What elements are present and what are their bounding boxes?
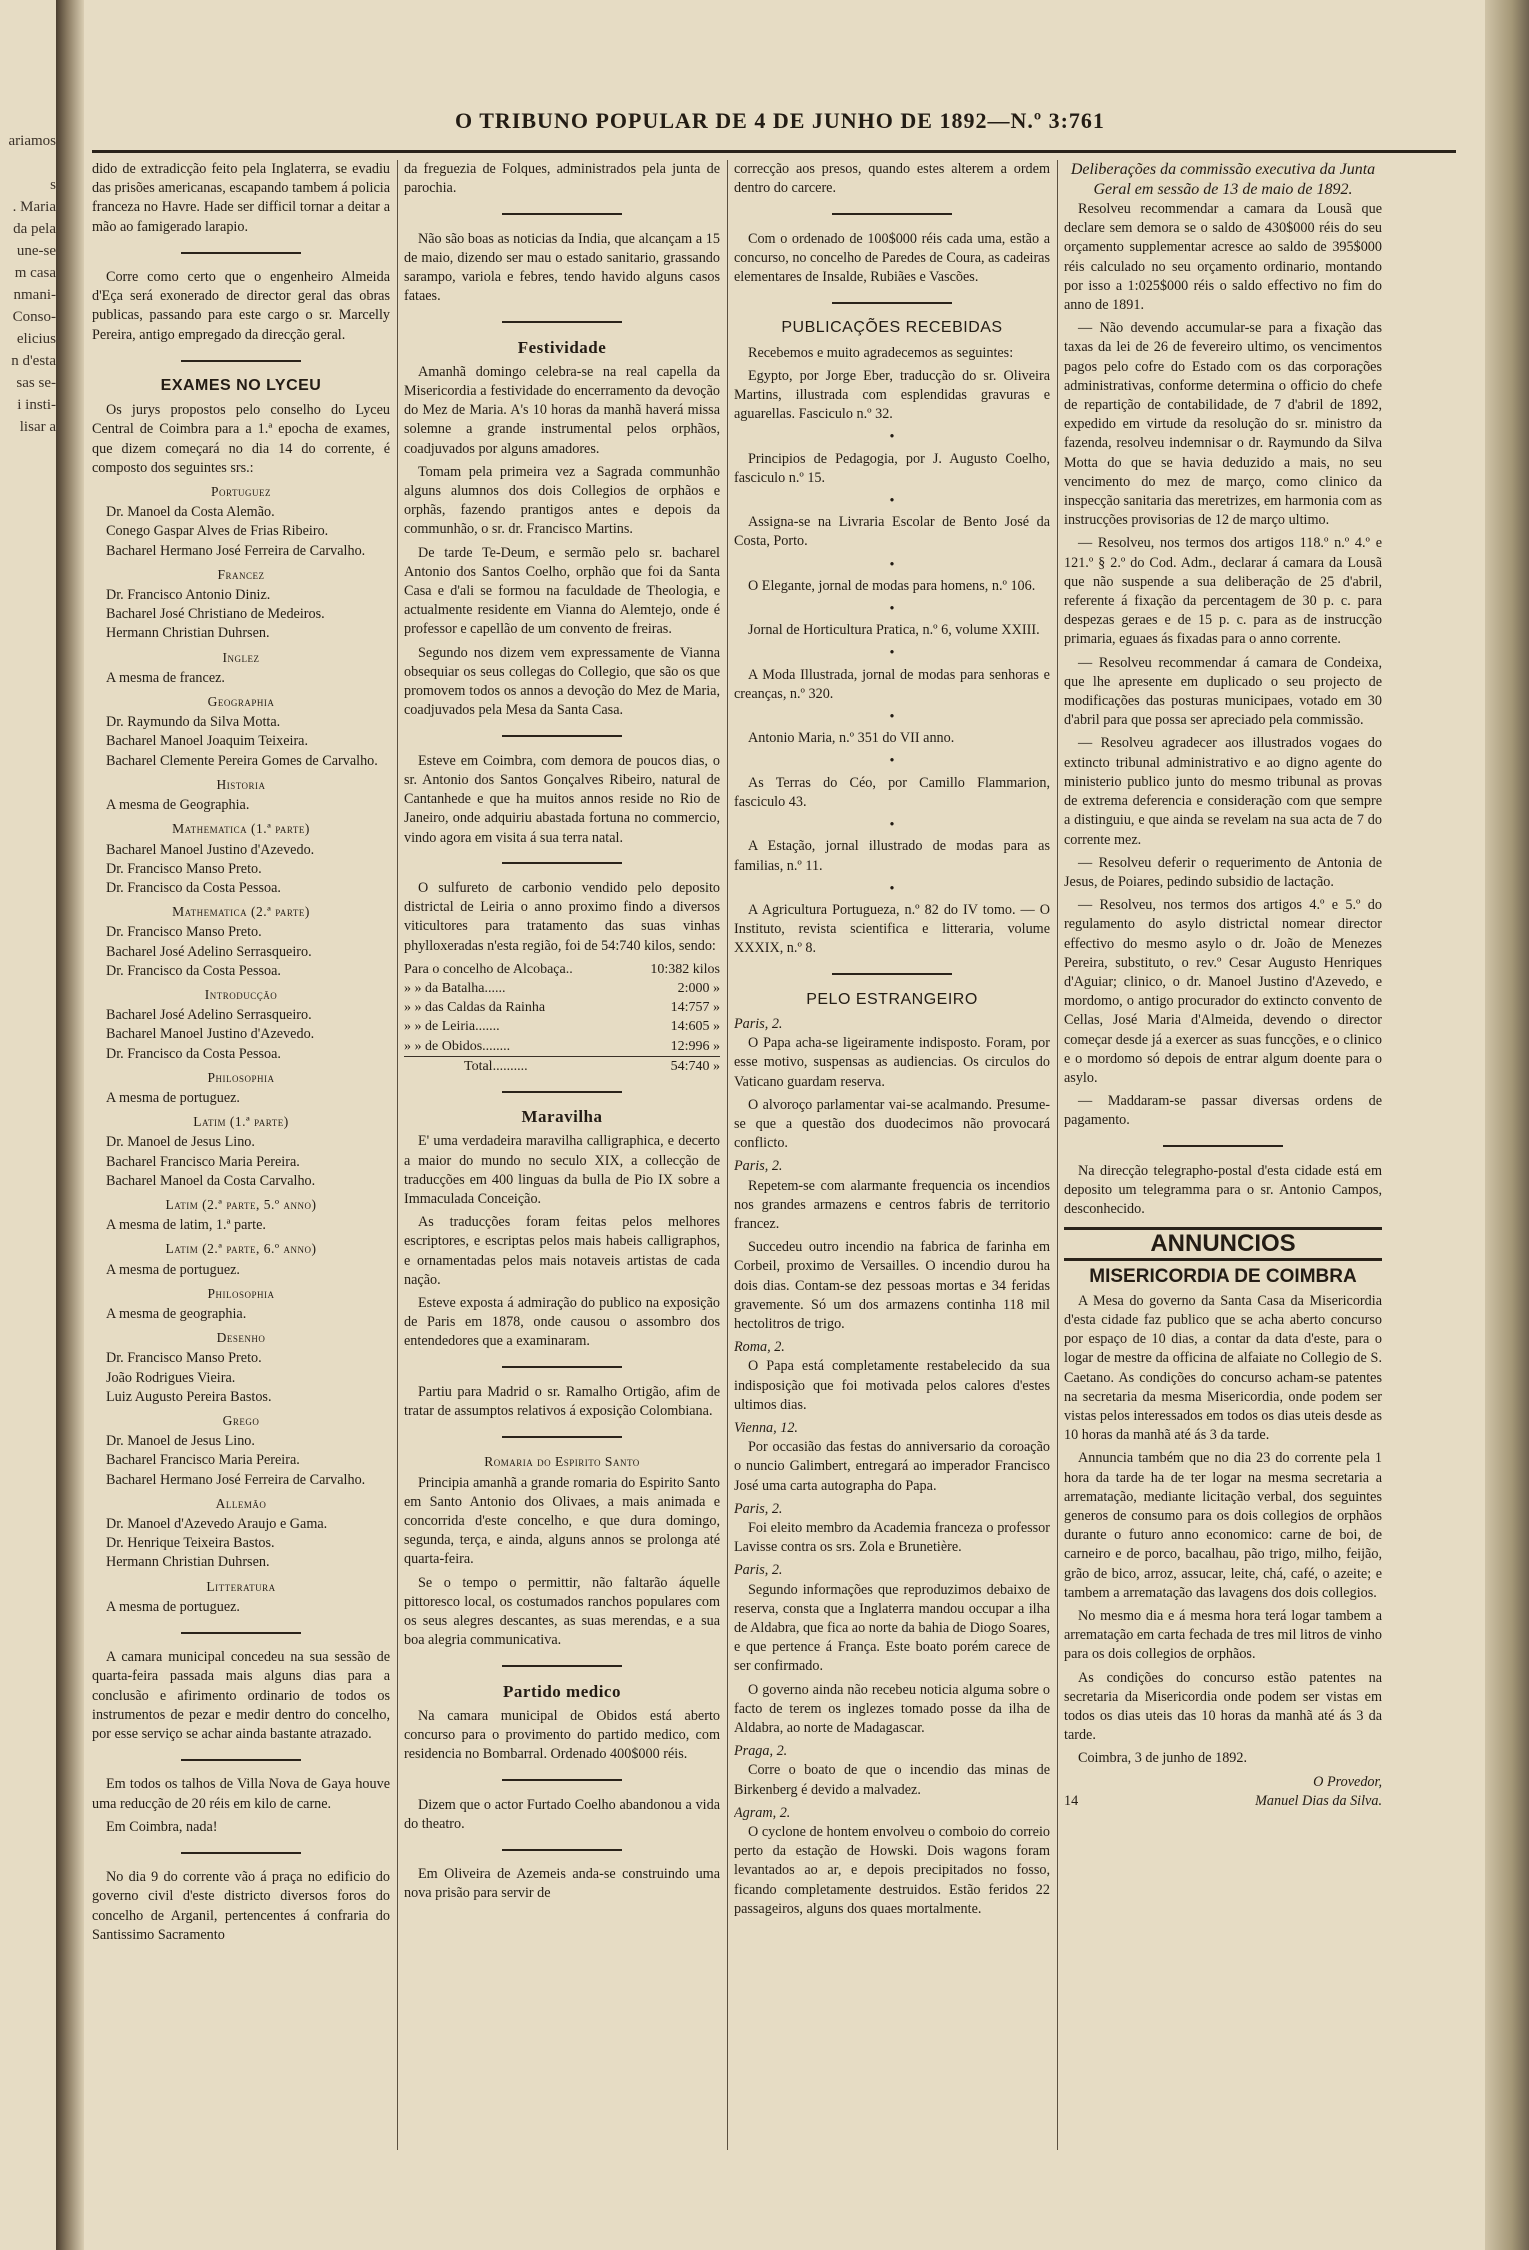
paragraph: Se o tempo o permittir, não faltarão áquelle pittoresco local, os costumados ranchos populares com os seus alegres descantes, as suas merendas, e a sua boa alegria communicativa. [404,1574,720,1649]
publication-entry: Jornal de Horticultura Pratica, n.º 6, volume XXIII. [748,622,1040,639]
separator [92,243,390,262]
subject-heading: Latim (2.ª parte, 5.º anno) [165,1196,317,1212]
paragraph: — Resolveu recommendar á camara de Condeixa, que lhe apresente em duplicado o seu projecto de modificações das posturas municipaes, votado em 30 d'abril para que possa ser apreciado pela commissão. [1064,654,1382,729]
paragraph: E' uma verdadeira maravilha calligraphica, e decerto a maior do mundo no seculo XIX, a collecção de traducções em 400 linguas da bulla de Pio IX sobre a Immaculada Conceição. [404,1133,720,1207]
signature-title: O Provedor, [1313,1773,1382,1790]
separator [404,204,720,223]
paragraph: As condições do concurso estão patentes na secretaria da Misericordia onde podem ser vistas em todos os dias uteis das 10 horas da manhã até ás 3 da tarde. [1064,1669,1382,1744]
subject-heading: Historia [216,776,266,792]
separator [734,965,1050,984]
subject-heading: Mathematica (2.ª parte) [172,904,310,920]
section-heading: PUBLICAÇÕES RECEBIDAS [781,319,1003,337]
signature-line [1064,1792,1382,1811]
paragraph: Recebemos e muito agradecemos as seguintes: [748,344,1014,361]
subject-heading: Latim (2.ª parte, 6.º anno) [165,1241,317,1257]
examiner-list: Dr. Manoel de Jesus Lino. Bacharel Francisco Maria Pereira. Bacharel Hermano José Ferreira de Carvalho. [106,1433,366,1488]
dateline: Praga, 2. [734,1743,788,1760]
announcements-heading: ANNUNCIOS [1064,1227,1382,1260]
examiner-list: Dr. Francisco Manso Preto. Bacharel José Adelino Serrasqueiro. Dr. Francisco da Costa Pessoa. [106,924,312,979]
subject-heading: Francez [217,566,265,582]
paragraph: Principia amanhã a grande romaria do Espirito Santo em Santo Antonio dos Olivaes, a mais animada e concorrida d'este concelho, e que dura domingo, segunda, terça, e ainda, alguns annos se prolonga até quarta-feira. [404,1474,720,1568]
examiner-list: Dr. Francisco Antonio Diniz. Bacharel José Christiano de Medeiros. Hermann Christian Duhrsen. [106,587,325,642]
paragraph: Em Coimbra, nada! [106,1818,218,1835]
subject-heading: Portuguez [211,484,271,500]
separator [92,1623,390,1642]
paragraph: — Resolveu deferir o requerimento de Antonia de Jesus, de Poiares, pedindo subsidio de lactação. [1064,854,1382,890]
paragraph: Annuncia também que no dia 23 do corrente pela 1 hora da tarde ha de ter logar na mesma secretaria a arrematação, mediante licitação verbal, dos seguintes generos de consumo para os dois collegios de orphãos durante o futuro anno economico: carne de boi, de carneiro e de porco, bacalhau, pão trigo, milho, feijão, grão de bico, arroz, assucar, leite, chá, café, o azeite; e tambem a arrematação das lavagens dos dois collegios. [1064,1450,1382,1601]
paragraph: Em todos os talhos de Villa Nova de Gaya houve uma reducção de 20 réis em kilo de carne. [92,1776,390,1812]
section-heading: Festividade [517,337,607,357]
examiner-list: Dr. Francisco Manso Preto. João Rodrigues Vieira. Luiz Augusto Pereira Bastos. [106,1350,272,1405]
section-heading: Partido medico [503,1681,621,1701]
paragraph: da freguezia de Folques, administrados pela junta de parochia. [404,161,720,197]
paragraph: Dizem que o actor Furtado Coelho abandonou a vida do theatro. [404,1796,720,1832]
publication-entry: Antonio Maria, n.º 351 do VII anno. [748,730,955,747]
examiner-list: Dr. Raymundo da Silva Motta. Bacharel Manoel Joaquim Teixeira. Bacharel Clemente Pereira Gomes de Carvalho. [106,714,378,769]
shipment-table: Para o concelho de Alcobaça.. 10:382 kilos » » da Batalha...... 2:000 » » » das Caldas da Rainha 14:757 » » » de Leiria....... 14:605 » » » de Obidos........ 12:996 » Total.......... 54:740 » [404,960,720,1076]
examiner-list: A mesma de geographia. [106,1305,247,1322]
header-rule [92,150,1456,153]
separator [404,1840,720,1859]
separator [92,1843,390,1862]
separator [92,1750,390,1769]
ad-number: 14 [1064,1792,1079,1809]
masthead: O TRIBUNO POPULAR DE 4 DE JUNHO DE 1892—N.º 3:761 [455,108,1105,133]
subject-heading: Desenho [216,1330,266,1346]
paragraph: Amanhã domingo celebra-se na real capella da Misericordia a festividade do encerramento da devoção do Mez de Maria. A's 10 horas da manhã haverá missa solemne a grande instrumental pelos orphãos, coadjuvados por alguns amadores. [404,363,720,457]
examiner-list: A mesma de Geographia. [106,797,250,814]
publication-entry: A Estação, jornal illustrado de modas para as familias, n.º 11. [734,838,1050,874]
paragraph: — Resolveu agradecer aos illustrados vogaes do extincto tribunal administrativo e ao digno agente do ministerio publico junto do mesmo tribunal as provas de extrema deferencia e consideração com que sempre a distinguiu, e que ainda se revelam na sua acta de 7 do corrente mez. [1064,735,1382,848]
section-heading: EXAMES NO LYCEU [160,377,322,395]
column-divider [397,160,398,2150]
column-2 [404,160,720,2150]
page-edge [1485,0,1529,2250]
paragraph: O Papa acha-se ligeiramente indisposto. Foram, por esse motivo, suspensas as audiencias. Os circulos do Vaticano guardam reserva. [734,1035,1050,1090]
separator [92,351,390,370]
publication-entry: As Terras do Céo, por Camillo Flammarion, fasciculo 43. [734,774,1050,810]
separator [404,312,720,331]
section-heading: PELO ESTRANGEIRO [806,990,978,1008]
paragraph: Partiu para Madrid o sr. Ramalho Ortigão, afim de tratar de assumptos relativos á exposição Colombiana. [404,1383,720,1419]
publication-entry: O Elegante, jornal de modas para homens, n.º 106. [748,577,1036,594]
separator [404,1427,720,1446]
paragraph: Na direcção telegrapho-postal d'esta cidade está em deposito um telegramma para o sr. Antonio Campos, desconhecido. [1064,1162,1382,1218]
dateline: Vienna, 12. [734,1419,798,1436]
paragraph: No dia 9 do corrente vão á praça no edificio do governo civil d'este districto diversos foros do concelho de Arganil, pertencentes á confraria do Santissimo Sacramento [92,1869,390,1943]
separator [404,1770,720,1789]
subject-heading: Philosophia [207,1069,275,1085]
subject-heading: Introducção [204,986,278,1002]
paragraph: — Resolveu, nos termos dos artigos 4.º e 5.º do regulamento do asylo districtal nomear director effectivo do mesmo asylo o dr. João de Menezes Pereira, substituto, o rev.º Cesar Augusto Henriques d'Aguiar; clinico, o dr. Manoel Justino d'Azevedo, e mordomo, o antigo procurador do extincto convento de Cellas, José Maria d'Almeida, devendo o director começar desde já a exercer as suas funcções, e o clinico e o mordomo só depois de entrar algum doente para o asylo. [1064,897,1382,1086]
paragraph: — Não devendo accumular-se para a fixação das taxas da lei de 26 de fevereiro ultimo, os vencimentos pagos pelo cofre do Estado com os das corporações administrativas, conforme determina o officio do chefe de repartição de contabilidade, de 7 d'abril de 1892, expedido em virtude da resolução do sr. ministro da fazenda, resolveu indemnisar o dr. Raymundo da Silva Motta do que se havia deduzido a mais, no seu vencimento do mez de março, como clinico da inspecção sanitaria das meretrizes, em harmonia com as instrucções provisorias de 12 de março ultimo. [1064,320,1382,529]
subject-heading: Philosophia [207,1285,275,1301]
section-heading: Romaria do Espirito Santo [484,1454,640,1470]
paragraph: Na camara municipal de Obidos está aberto concurso para o provimento do partido medico, com residencia no Bombarral. Ordenado 400$000 réis. [404,1707,720,1763]
separator [404,1656,720,1675]
separator [404,854,720,873]
paragraph: Em Oliveira de Azemeis anda-se construindo uma nova prisão para servir de [404,1866,720,1902]
paragraph: A Mesa do governo da Santa Casa da Misericordia d'esta cidade faz publico que se acha aberto concurso por espaço de 10 dias, a contar da data d'este, para o logar de mestre da officina de alfaiate no Collegio de S. Caetano. As condições do concurso acham-se patentes na secretaria da mesma Misericordia, onde podem ser vistas pelos interessados em todos os dias uteis desde as 10 horas da manhã até ás 3 da tarde. [1064,1292,1382,1444]
separator [1064,1137,1382,1156]
paragraph: O governo ainda não recebeu noticia alguma sobre o facto de terem os inglezes tomado posse da ilha de Aldabra, ao norte de Madagascar. [734,1681,1050,1737]
announcement-title: MISERICORDIA DE COIMBRA [1089,1265,1357,1287]
paragraph: Tomam pela primeira vez a Sagrada communhão alguns alumnos dos dois Collegios de orphãos e orphãs, fazendo prantigos antes e depois da communhão, o sr. dr. Francisco Martins. [404,463,720,538]
section-heading: Maravilha [521,1107,603,1127]
paragraph: A camara municipal concedeu na sua sessão de quarta-feira passada mais alguns dias para a conclusão e afirimento ordinario de todos os instrumentos de pezar e medir dentro do concelho, por esse serviço se achar ainda bastante atrazado. [92,1649,390,1743]
paragraph: O alvoroço parlamentar vai-se acalmando. Presume-se que a questão dos duodecimos não provocará conflicto. [734,1096,1050,1152]
subject-heading: Grego [222,1412,260,1428]
dateline: Paris, 2. [734,1500,783,1517]
examiner-list: A mesma de francez. [106,669,225,686]
binding-gutter [56,0,84,2250]
dateline: Agram, 2. [734,1804,791,1821]
paragraph: Foi eleito membro da Academia franceza o professor Lavisse contra os srs. Zola e Brunetière. [734,1520,1050,1556]
paragraph: Esteve em Coimbra, com demora de poucos dias, o sr. Antonio dos Santos Gonçalves Ribeiro, natural de Cantanhede e que ha muitos annos reside no Rio de Janeiro, onde adquiriu abastada fortuna no commercio, vindo agora em visita á sua terra natal. [404,752,720,846]
examiner-list: A mesma de portuguez. [106,1089,240,1106]
dateline: Roma, 2. [734,1339,785,1356]
paragraph: As traducções foram feitas pelos melhores escriptores, e escriptas pelos mais habeis calligraphos, e ornamentadas pelos mais notaveis artistas de cada nação. [404,1214,720,1288]
column-divider [1057,160,1058,2150]
paragraph: O Papa está completamente restabelecido da sua indisposição que foi motivada pelos calores d'estes ultimos dias. [734,1358,1050,1413]
examiner-list: Bacharel José Adelino Serrasqueiro. Bacharel Manoel Justino d'Azevedo. Dr. Francisco da Costa Pessoa. [106,1007,315,1062]
paragraph: Esteve exposta á admiração do publico na exposição de Paris em 1878, onde causou o assombro dos entendedores que a examinaram. [404,1294,720,1350]
paragraph: dido de extradicção feito pela Inglaterra, se evadiu das prisões americanas, escapando tambem á policia franceza no Havre. Hade ser difficil tornar a deitar a mão ao famigerado larapio. [92,161,390,235]
paragraph: Succedeu outro incendio na fabrica de farinha em Corbeil, proximo de Versailles. O incendio durou ha dois dias. Contam-se dez pessoas mortas e 34 feridas gravemente. Só um dos armazens continha 118 mil hectolitros de trigo. [734,1239,1050,1332]
examiner-list: Dr. Manoel de Jesus Lino. Bacharel Francisco Maria Pereira. Bacharel Manoel da Costa Carvalho. [106,1134,316,1189]
examiner-list: Dr. Manoel da Costa Alemão. Conego Gaspar Alves de Frias Ribeiro. Bacharel Hermano José Ferreira de Carvalho. [106,504,366,559]
publication-entry: A Moda Illustrada, jornal de modas para senhoras e creanças, n.º 320. [734,666,1050,702]
subject-heading: Inglez [222,649,260,665]
separator [404,1082,720,1101]
paragraph: Repetem-se com alarmante frequencia os incendios nos grandes armazens e centros fabris de territorio francez. [734,1177,1050,1232]
separator [404,1358,720,1377]
separator [734,204,1050,223]
section-heading: Deliberações da commissão executiva da Junta Geral em sessão de 13 de maio de 1892. [1070,161,1376,198]
paragraph: No mesmo dia e á mesma hora terá logar tambem a arrematação em carta fechada de tres mil litros de vinho para os dois collegios de orphãos. [1064,1608,1382,1663]
subject-heading: Geographia [207,694,275,710]
dateline: Paris, 2. [734,1015,783,1032]
paragraph: De tarde Te-Deum, e sermão pelo sr. bacharel Antonio dos Santos Coelho, orphão que foi da Santa Casa e d'ali se formou na faculdade de Theologia, e actualmente residente em Vianna do Alemtejo, onde é professor e capellão de um convento de freiras. [404,544,720,638]
publication-entry: Egypto, por Jorge Eber, traducção do sr. Oliveira Martins, illustrada com esplendidas gravuras e aguarellas. Fasciculo n.º 32. [734,367,1050,423]
paragraph: Segundo nos dizem vem expressamente de Vianna obsequiar os seus collegas do Collegio, que são os que promovem todos os annos a devoção do Mez de Maria, coadjuvados pela Mesa da Santa Casa. [404,644,720,719]
column-1 [92,160,390,2150]
dateline: Paris, 2. [734,1562,783,1579]
examiner-list: Dr. Manoel d'Azevedo Araujo e Gama. Dr. Henrique Teixeira Bastos. Hermann Christian Duhrsen. [106,1516,328,1571]
subject-heading: Latim (1.ª parte) [193,1114,289,1130]
dateline: Paris, 2. [734,1158,783,1175]
paragraph: — Resolveu, nos termos dos artigos 118.º n.º 4.º e 121.º § 2.º do Cod. Adm., declarar á camara da Lousã que não suspende a sua deliberação de 25 d'abril, referente á fixação da percentagem de 30 p. c. para despezas geraes e de 15 p. c. para as de instrucção primaria, eguaes ás fixadas para o anno corrente. [1064,535,1382,648]
publication-entry: Assigna-se na Livraria Escolar de Bento José da Costa, Porto. [734,514,1050,550]
publication-entry: Principios de Pedagogia, por J. Augusto Coelho, fasciculo n.º 15. [734,450,1050,486]
paragraph: Corre como certo que o engenheiro Almeida d'Eça será exonerado de director geral das obras publicas, passando para este cargo o sr. Marcelly Pereira, antigo empregado da direcção geral. [92,269,390,343]
paragraph: Coimbra, 3 de junho de 1892. [1078,1750,1248,1767]
column-3: correcção aos presos, quando estes alterem a ordem dentro do carcere. Com o ordenado de 100$000 réis cada uma, estão a concurso, no concelho de Paredes de Coura, as cadeiras elementares de Insalde, Rubiães e Vascões. PUBLICAÇÕES RECEBIDAS Recebemos e muito agradecemos as seguintes: Egypto, por Jorge Eber, traducção do sr. Oliveira Martins, illustrada com esplendidas gravuras e aguarellas. Fasciculo n.º 32. • Principios de Pedagogia, por J. Augusto Coelho, fasciculo n.º 15. • Assigna-se na Livraria Escolar de Bento José da Costa, Porto. • O Elegante, jornal de modas para homens, n.º 106. • Jornal de Horticultura Pratica, n.º 6, volume XXIII. • A Moda Illustrada, jornal de modas para senhoras e creanças, n.º 320. • Antonio Maria, n.º 351 do VII anno. • As Terras do Céo, por Camillo Flammarion, fasciculo 43. • A Estação, jornal illustrado de modas para as familias, n.º 11. • A Agricultura Portugueza, n.º 82 do IV tomo. — O Instituto, revista scientifica e litteraria, volume XXXIX, n.º 8. PELO ESTRANGEIRO Paris, 2. O Papa acha-se ligeiramente indisposto. Foram, por esse motivo, suspensas as audiencias. Os circulos do Vaticano guardam reserva. O alvoroço parlamentar vai-se acalmando. Presume-se que a questão dos duodecimos não provocará conflicto. Paris, 2. Repetem-se com alarmante frequencia os incendios nos grandes armazens e centros fabris de territorio francez. Succedeu outro incendio na fabrica de farinha em Corbeil, proximo de Versailles. O incendio durou ha dois dias. Contam-se dez pessoas mortas e 34 feridas gravemente. Só um dos armazens continha 118 mil hectolitros de trigo. Roma, 2. O Papa está completamente restabelecido da sua indisposição que foi motivada pelos calores d'estes ultimos dias. Vienna, 12. Por occasião das festas do anniversario da coroação o nuncio Galimbert, entregará ao imperador Francisco José uma carta autographa do Papa. Paris, 2. Foi eleito membro da Academia franceza o professor Lavisse contra os srs. Zola e Brunetière. Paris, 2. Segundo informações que reproduzimos debaixo de reserva, consta que a Inglaterra mandou occupar a ilha de Aldabra, que fica ao norte da bahia de Diogo Soares, e que pertence á França. Este boato porém carece de ser confirmado. O governo ainda não recebeu noticia alguma sobre o facto de terem os inglezes tomado posse da ilha de Aldabra, ao norte de Madagascar. Praga, 2. Corre o boato de que o incendio das minas de Birkenberg é devido a malvadez. Agram, 2. O cyclone de hontem envolveu o comboio do correio perto da estação de Howski. Dois wagons foram levantados ao ar, e depois precipitados no fosso, ficando completamente destruidos. Estão feridos 22 passageiros, alguns dos quaes mortalmente. [734,160,1050,2150]
subject-heading: Mathematica (1.ª parte) [172,821,310,837]
paragraph: Resolveu recommendar a camara da Lousã que declare sem demora se o saldo de 430$000 réis do seu orçamento supplementar acresce ao saldo de 395$000 réis calculado no seu orçamento ordinario, montando por isso a 1:025$000 réis o saldo effectivo no fim do anno de 1891. [1064,201,1382,314]
publication-entry: A Agricultura Portugueza, n.º 82 do IV tomo. — O Instituto, revista scientifica e litteraria, volume XXXIX, n.º 8. [734,901,1050,957]
paragraph: O cyclone de hontem envolveu o comboio do correio perto da estação de Howski. Dois wagons foram levantados ao ar, e depois precipitados no fosso, ficando completamente destruidos. Estão feridos 22 passageiros, alguns dos quaes mortalmente. [734,1824,1050,1917]
subject-heading: Litteratura [206,1578,276,1594]
paragraph: — Maddaram-se passar diversas ordens de pagamento. [1064,1093,1382,1129]
paragraph: Não são boas as noticias da India, que alcançam a 15 de maio, dizendo ser mau o estado sanitario, grassando sarampo, variola e febres, tendo havido alguns casos fataes. [404,230,720,305]
paragraph: Com o ordenado de 100$000 réis cada uma, estão a concurso, no concelho de Paredes de Coura, as cadeiras elementares de Insalde, Rubiães e Vascões. [734,230,1050,286]
examiner-list: A mesma de latim, 1.ª parte. [106,1217,266,1234]
paragraph: O sulfureto de carbonio vendido pelo deposito districtal de Leiria o anno proximo findo a diversos viticultores para tratamento das suas vinhas phylloxeradas n'esta região, foi de 54:740 kilos, sendo: [404,879,720,954]
paragraph: Por occasião das festas do anniversario da coroação o nuncio Galimbert, entregará ao imperador Francisco José uma carta autographa do Papa. [734,1439,1050,1494]
paragraph: correcção aos presos, quando estes alterem a ordem dentro do carcere. [734,161,1050,197]
column-divider [727,160,728,2150]
examiner-list: Bacharel Manoel Justino d'Azevedo. Dr. Francisco Manso Preto. Dr. Francisco da Costa Pessoa. [106,841,315,896]
facing-page-bleed: ariamos s . Maria da pela une-se m casa nmani- Conso- elicius n d'esta sas se- i insti- lisar a [8,133,56,435]
examiner-list: A mesma de portuguez. [106,1261,240,1278]
column-4 [1064,160,1382,2150]
signature: Manuel Dias da Silva. [1255,1792,1382,1809]
paragraph: Os jurys propostos pelo conselho do Lyceu Central de Coimbra para a 1.ª epocha de exames, que dizem começará no dia 14 do corrente, é composto dos seguintes srs.: [92,402,390,476]
subject-heading: Allemão [215,1495,267,1511]
paragraph: Segundo informações que reproduzimos debaixo de reserva, consta que a Inglaterra mandou occupar a ilha de Aldabra, que fica ao norte da bahia de Diogo Soares, e que pertence á França. Este boato porém carece de ser confirmado. [734,1581,1050,1675]
examiner-list: A mesma de portuguez. [106,1598,240,1615]
separator [734,293,1050,312]
separator [404,726,720,745]
paragraph: Corre o boato de que o incendio das minas de Birkenberg é devido a malvadez. [734,1762,1050,1798]
